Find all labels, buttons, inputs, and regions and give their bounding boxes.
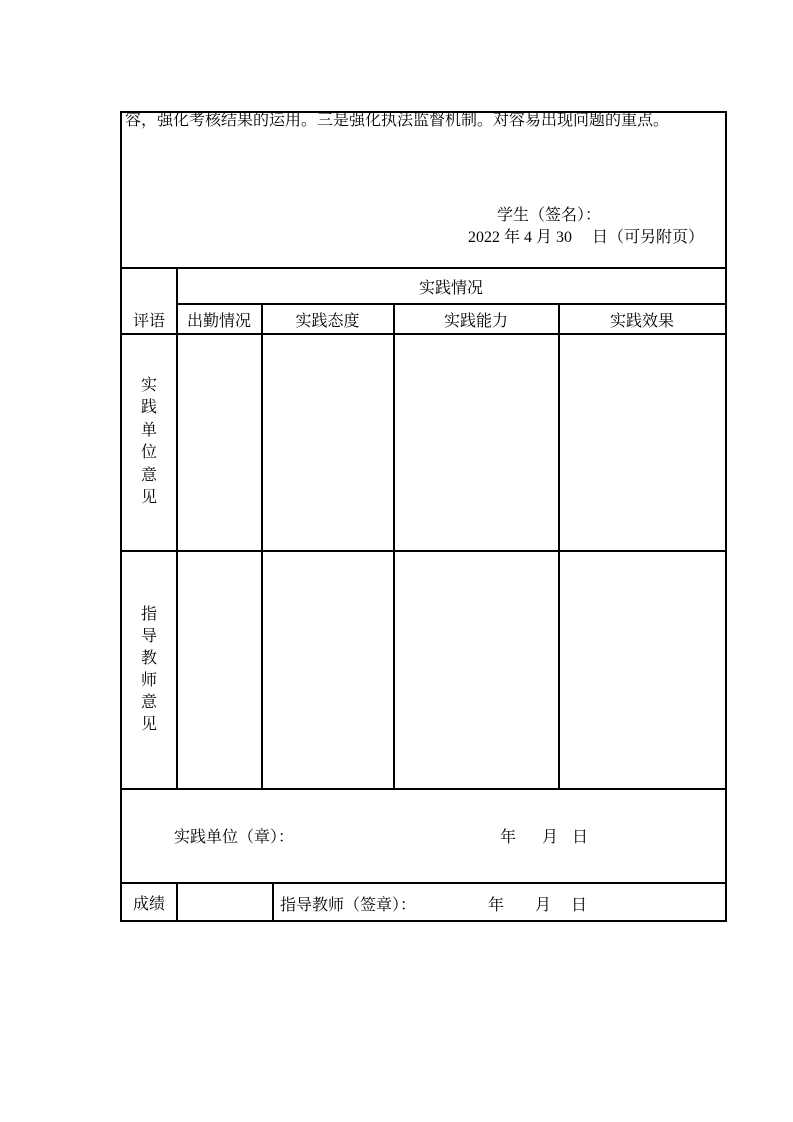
column-header-attitude xyxy=(262,304,393,334)
teacher-opinion-attendance-cell xyxy=(177,551,261,788)
column-header-attendance xyxy=(177,304,261,334)
teacher-opinion-effect-cell xyxy=(559,551,725,788)
score-label: 成绩 xyxy=(132,895,165,913)
teacher-seal-label: 指导教师（签章）： xyxy=(280,897,417,914)
teacher-seal-day-label: 日 xyxy=(571,897,588,914)
column-header-attitude-label: 实践态度 xyxy=(295,312,360,330)
grid-line-score-value-right xyxy=(272,882,274,922)
summary-date-line: 2022 年 4 月 30 日（可另附页） xyxy=(468,229,705,246)
column-header-ability xyxy=(394,304,558,334)
grid-line-above-unit-seal-row xyxy=(121,788,725,790)
unit-opinion-effect-cell xyxy=(559,334,725,550)
practice-status-header-label: 实践情况 xyxy=(418,279,483,297)
summary-paragraph: 容，强化考核结果的运用。三是强化执法监督机制。对容易出现问题的重点。 xyxy=(125,112,670,129)
unit-seal-day-label: 日 xyxy=(572,829,589,846)
unit-opinion-label: 实践单位意见 xyxy=(140,376,157,506)
teacher-opinion-attitude-cell xyxy=(262,551,393,788)
teacher-seal-year-label: 年 xyxy=(488,897,505,914)
practice-status-header-cell xyxy=(177,268,725,304)
unit-opinion-attendance-cell xyxy=(177,334,261,550)
column-header-effect-label: 实践效果 xyxy=(609,312,674,330)
column-header-attendance-label: 出勤情况 xyxy=(186,312,251,330)
teacher-seal-month-label: 月 xyxy=(535,897,552,914)
unit-opinion-ability-cell xyxy=(394,334,558,550)
unit-seal-month-label: 月 xyxy=(542,829,559,846)
teacher-opinion-label: 指导教师意见 xyxy=(140,605,157,733)
comment-label: 评语 xyxy=(132,313,165,330)
score-value-cell xyxy=(177,883,272,921)
score-header-cell xyxy=(122,883,176,921)
teacher-opinion-header-cell xyxy=(122,551,176,788)
unit-opinion-attitude-cell xyxy=(262,334,393,550)
teacher-opinion-ability-cell xyxy=(394,551,558,788)
unit-seal-year-label: 年 xyxy=(500,829,517,846)
unit-seal-label: 实践单位（章）： xyxy=(174,829,295,846)
comment-header-cell xyxy=(122,268,176,334)
column-header-effect xyxy=(559,304,725,334)
student-signature-label: 学生（签名）： xyxy=(497,207,602,224)
column-header-ability-label: 实践能力 xyxy=(443,312,508,330)
unit-opinion-header-cell xyxy=(122,334,176,550)
